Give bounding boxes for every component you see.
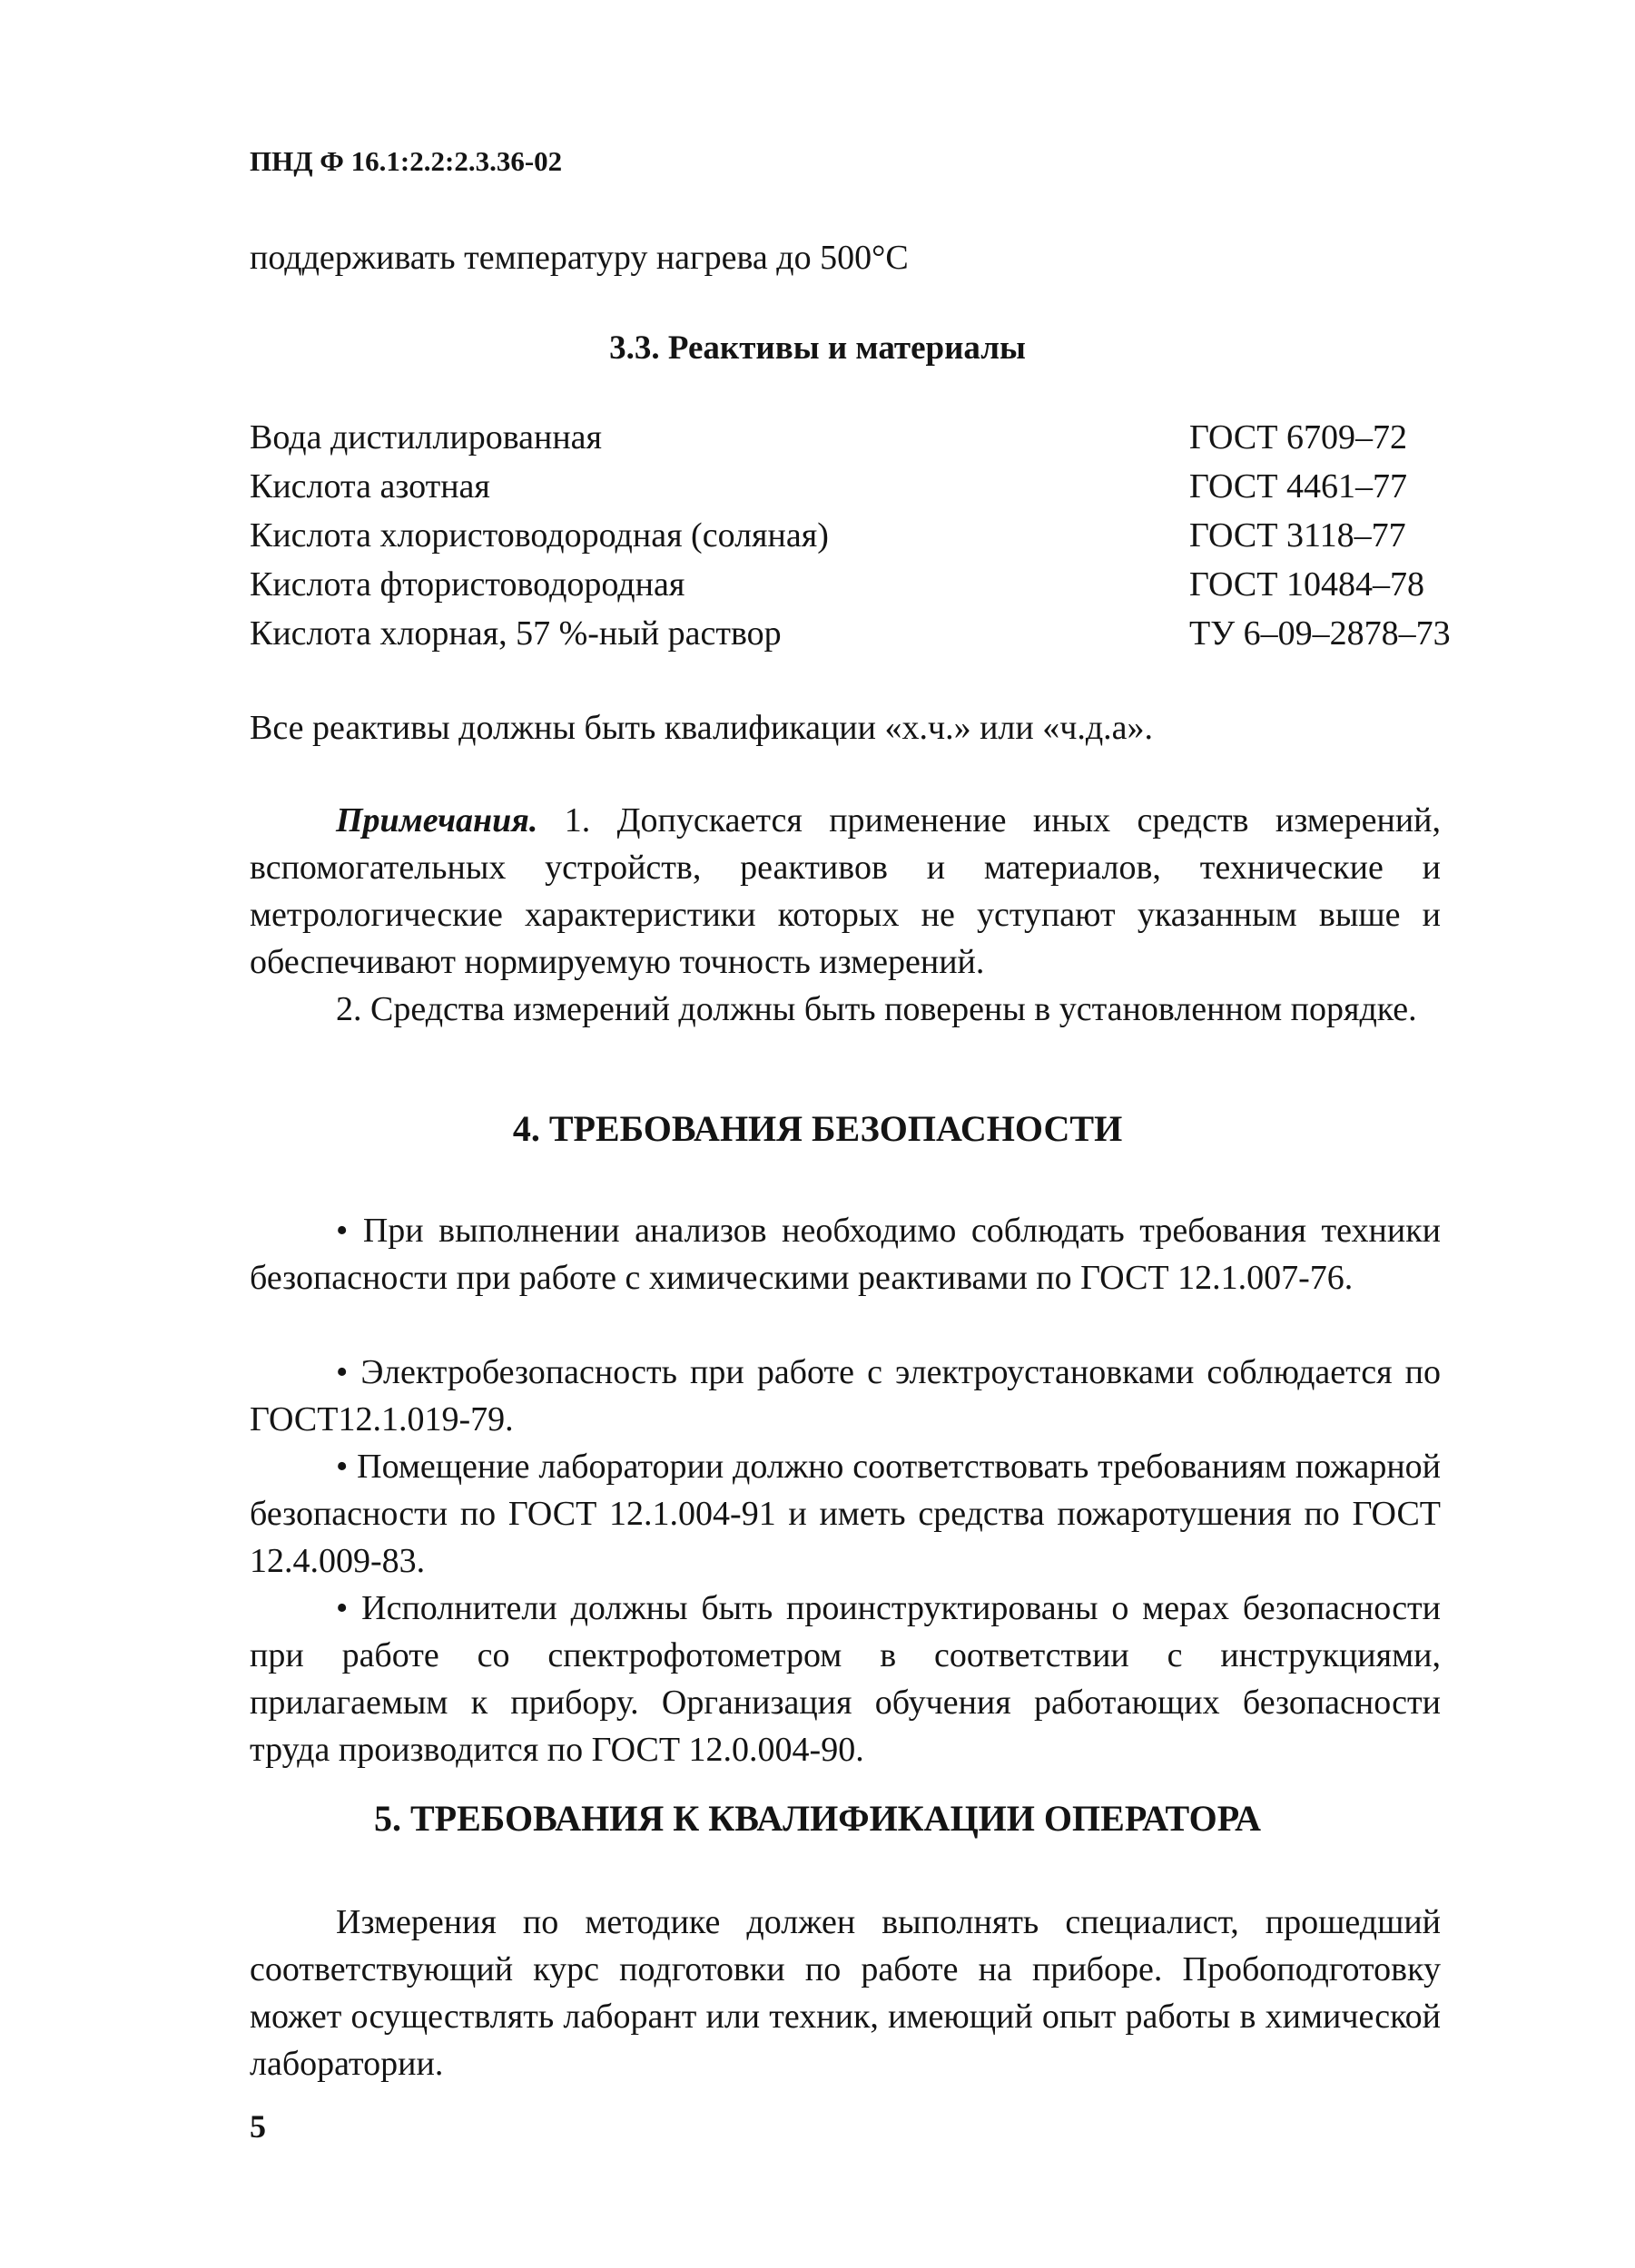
- notes-paragraph-2: 2. Средства измерений должны быть поверены в установленном порядке.: [336, 990, 1417, 1028]
- notes-label: Примечания.: [336, 801, 538, 839]
- safety-item: • Исполнители должны быть проинструктированы о мерах безопасности при работе со спектрофотометром в соответствии с инструкциями, прилагаемым к прибору. Организация обучения работающих безопасности труда производится по ГОСТ 12.0.004-90.: [250, 1589, 1441, 1769]
- operator-qualification-text: Измерения по методике должен выполнять специалист, прошедший соответствующий курс подготовки по работе на приборе. Пробоподготовку может осуществлять лаборант или техник, имеющий опыт работы в химической лаборатории.: [250, 1903, 1441, 2083]
- safety-item: • Помещение лаборатории должно соответствовать требованиям пожарной безопасности по ГОСТ 12.1.004-91 и иметь средства пожаротушения по ГОСТ 12.4.009-83.: [250, 1448, 1441, 1580]
- reagent-name: Кислота фтористоводородная: [250, 565, 685, 604]
- page-number: 5: [250, 2108, 266, 2145]
- reagent-name: Вода дистиллированная: [250, 418, 603, 457]
- document-code-header: ПНД Ф 16.1:2.2:2.3.36-02: [250, 145, 563, 177]
- reagent-standard: ТУ 6–09–2878–73: [1189, 614, 1451, 653]
- reagent-standard: ГОСТ 3118–77: [1189, 516, 1406, 555]
- reagent-qualification-note: Все реактивы должны быть квалификации «х.ч.» или «ч.д.а».: [250, 709, 1154, 747]
- reagent-standard: ГОСТ 6709–72: [1189, 418, 1407, 457]
- reagent-name: Кислота азотная: [250, 467, 490, 506]
- reagent-standard: ГОСТ 10484–78: [1189, 565, 1424, 604]
- notes-paragraph-1: [250, 797, 1441, 986]
- section-4-title: 4. ТРЕБОВАНИЯ БЕЗОПАСНОСТИ: [512, 1108, 1123, 1149]
- section-3-3-title: 3.3. Реактивы и материалы: [609, 329, 1026, 367]
- reagent-standard: ГОСТ 4461–77: [1189, 467, 1407, 506]
- reagent-name: Кислота хлорная, 57 %-ный раствор: [250, 614, 782, 653]
- section-5-title: 5. ТРЕБОВАНИЯ К КВАЛИФИКАЦИИ ОПЕРАТОРА: [374, 1798, 1261, 1839]
- safety-item: • Электробезопасность при работе с электроустановками соблюдается по ГОСТ12.1.019-79.: [250, 1353, 1441, 1438]
- reagent-name: Кислота хлористоводородная (соляная): [250, 516, 829, 555]
- continuation-line: поддерживать температуру нагрева до 500°С: [250, 239, 909, 277]
- safety-item: • При выполнении анализов необходимо соблюдать требования техники безопасности при работе с химическими реактивами по ГОСТ 12.1.007-76.: [250, 1212, 1441, 1297]
- note-1-text: 1. Допускается применение иных средств измерений, вспомогательных устройств, реактивов и материалов, технические и метрологические характеристики которых не уступают указанным выше и обеспечивают нормируемую точность измерений.: [250, 801, 1441, 981]
